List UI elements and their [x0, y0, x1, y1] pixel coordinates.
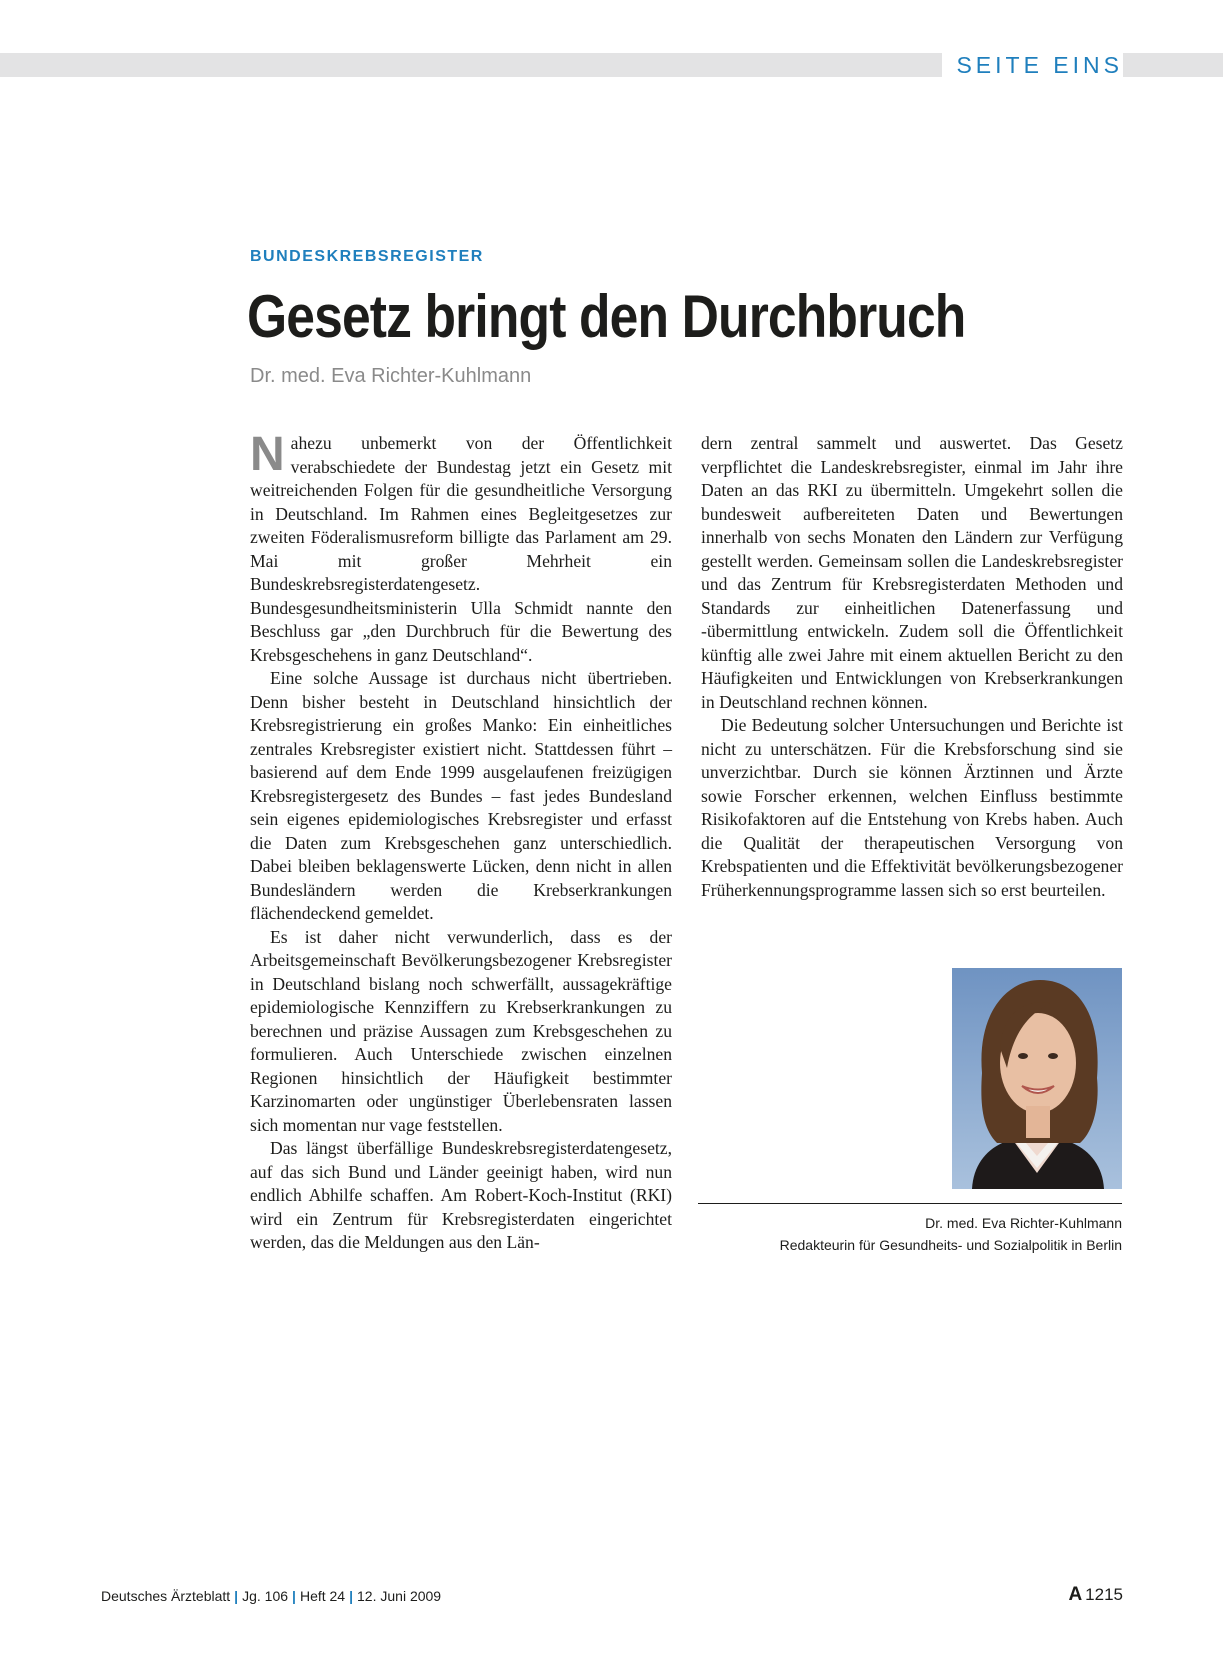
page-number — [1068, 1584, 1123, 1606]
footer-citation: Deutsches Ärzteblatt | Jg. 106 | Heft 24 | 12. Juni 2009 — [101, 1588, 442, 1604]
caption-divider — [698, 1203, 1122, 1204]
text-column-2 — [701, 432, 1123, 902]
drop-cap: N — [250, 428, 285, 481]
photo-caption — [698, 1212, 1122, 1256]
journal-issue: Heft 24 — [299, 1588, 346, 1604]
text-column-1 — [250, 428, 672, 1255]
author-photo — [952, 968, 1122, 1189]
section-label: SEITE EINS — [942, 50, 1123, 80]
page-value: 1215 — [1085, 1585, 1123, 1604]
paragraph: Nahezu unbemerkt von der Öffentlichkeit verabschiedete der Bundestag jetzt ein Gesetz mit weitreichenden Folgen für die gesundheitliche Versorgung in Deutschland. Im Rahmen eines Begleitgesetzes zur zweiten Föderalismusreform billigte das Parlament am 29. Mai mit großer Mehrheit ein Bundeskrebsregisterdatengesetz. Bundesgesundheitsministerin Ulla Schmidt nannte den Beschluss gar „den Durchbruch für die Bewertung des Krebsgeschehens in ganz Deutschland“. — [250, 428, 672, 665]
paragraph: Die Bedeutung solcher Untersuchungen und Berichte ist nicht zu unterschätzen. Für die Krebsforschung sind sie unverzichtbar. Durch sie können Ärztinnen und Ärzte sowie Forscher erkennen, welchen Einfluss bestimmte Risikofaktoren auf die Entstehung von Krebs haben. Auch die Qualität der therapeutischen Versorgung von Krebspatienten und die Effektivität bevölkerungsbezogener Früherkennungsprogramme lassen sich so erst beurteilen. — [701, 715, 1123, 900]
paragraph: Das längst überfällige Bundeskrebsregisterdatengesetz, auf das sich Bund und Länder geeinigt haben, wird nun endlich Abhilfe schaffen. Am Robert-Koch-Institut (RKI) wird ein Zentrum für Krebsregisterdaten eingerichtet werden, das die Meldungen aus den Län- — [250, 1138, 672, 1252]
caption-name: Dr. med. Eva Richter-Kuhlmann — [925, 1215, 1122, 1231]
page-prefix: A — [1068, 1584, 1083, 1605]
paragraph: Eine solche Aussage ist durchaus nicht übertrieben. Denn bisher besteht in Deutschland hinsichtlich der Krebsregistrierung ein großes Manko: Ein einheitliches zentrales Krebsregister existiert nicht. Stattdessen führt – basierend auf dem Ende 1999 ausgelaufenen freizügigen Krebsregistergesetz des Bundes – fast jedes Bundesland sein eigenes epidemiologisches Krebsregister und erfasst die Daten zum Krebsgeschehen ganz unterschiedlich. Dabei bleiben beklagenswerte Lücken, denn nicht in allen Bundesländern werden die Krebserkrankungen flächendeckend gemeldet. — [250, 668, 672, 923]
paragraph: dern zentral sammelt und auswertet. Das Gesetz verpflichtet die Landeskrebsregister, einmal im Jahr ihre Daten an das RKI zu übermitteln. Umgekehrt sollen die bundesweit aufbereiteten Daten und Bewertungen innerhalb von sechs Monaten den Ländern zur Verfügung gestellt werden. Gemeinsam sollen die Landeskrebsregister und das Zentrum für Krebsregisterdaten Methoden und Standards zur einheitlichen Datenerfassung und -übermittlung entwickeln. Zudem soll die Öffentlichkeit künftig alle zwei Jahre mit einem aktuellen Bericht zu den Häufigkeiten und Entwicklungen von Krebserkrankungen in Deutschland rechnen können. — [701, 433, 1123, 712]
journal-name: Deutsches Ärzteblatt — [101, 1588, 231, 1604]
journal-date: 12. Juni 2009 — [357, 1588, 442, 1604]
journal-volume: Jg. 106 — [242, 1588, 289, 1604]
article-kicker: BUNDESKREBSREGISTER — [250, 248, 484, 265]
paragraph: Es ist daher nicht verwunderlich, dass es der Arbeitsgemeinschaft Bevölkerungsbezogener Krebsregister in Deutschland bislang noch schwerfällt, aussagekräftige epidemiologische Kennziffern zu Krebserkrankungen zu berechnen und präzise Aussagen zum Krebsgeschehen zu formulieren. Auch Unterschiede zwischen einzelnen Regionen hinsichtlich der Häufigkeit bestimmter Karzinomarten oder ungünstiger Überlebensraten lassen sich momentan nur vage feststellen. — [250, 926, 672, 1135]
article-author: Dr. med. Eva Richter-Kuhlmann — [250, 365, 532, 387]
article-title: Gesetz bringt den Durchbruch — [247, 283, 966, 350]
caption-role: Redakteurin für Gesundheits- und Sozialpolitik in Berlin — [779, 1237, 1122, 1253]
